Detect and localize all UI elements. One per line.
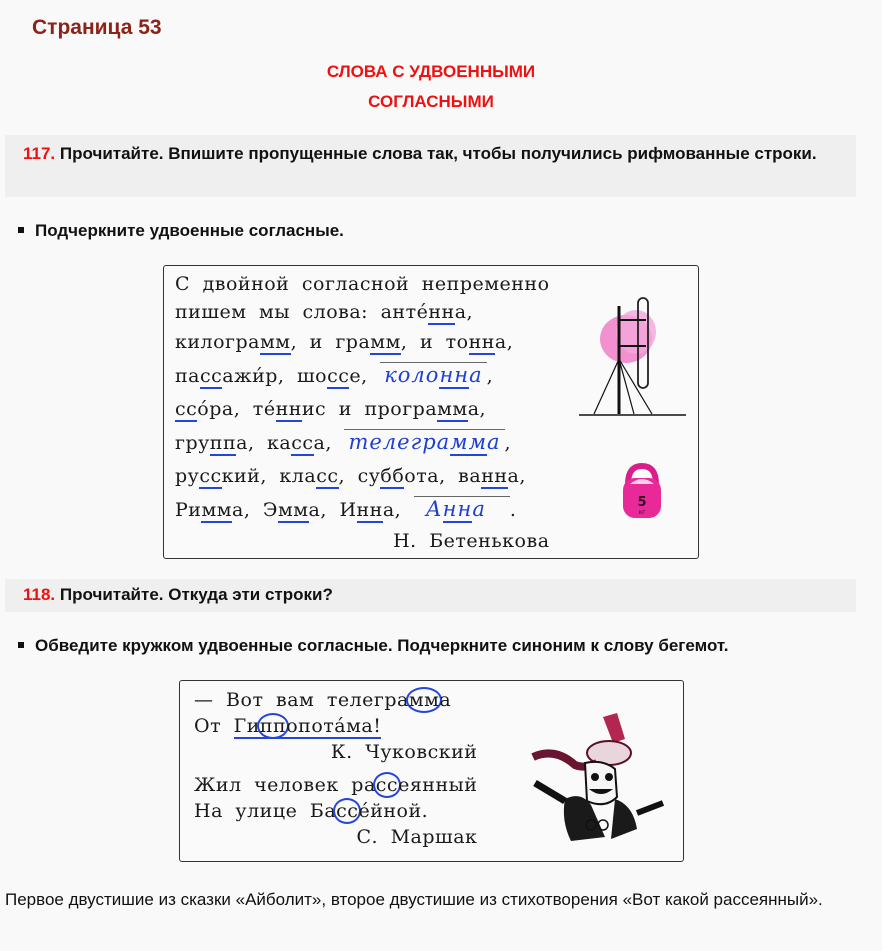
- poem-line: От Гиппопотáма!: [194, 715, 382, 737]
- poem-line: ссóра, те́ннис и программа,: [175, 398, 487, 420]
- section-title-line2: СОГЛАСНЫМИ: [368, 92, 494, 111]
- exercise-card-118: [179, 680, 684, 862]
- poem-author: С. Маршак: [356, 826, 478, 848]
- handwritten-answer: телеграмма: [344, 429, 504, 454]
- poem-118: [194, 687, 477, 850]
- section-title-line1: СЛОВА С УДВОЕННЫМИ: [326, 62, 536, 81]
- bullet-square-icon: [18, 642, 24, 648]
- poem-line: Римма, Эмма, Инна, Анна .: [175, 496, 517, 521]
- task-text: Прочитайте. Впишите пропущенные слова так, чтобы получились рифмованные строки.: [55, 144, 817, 163]
- task-number: 117.: [23, 144, 56, 163]
- task-117-instruction: [18, 221, 344, 241]
- exercise-card-117: [163, 265, 699, 559]
- instruction-text: Обведите кружком удвоенные согласные. Подчеркните синоним к слову бегемот.: [35, 636, 729, 655]
- svg-text:кг: кг: [638, 509, 646, 516]
- poem-117: [175, 270, 550, 555]
- page-title: Страница 53: [32, 16, 162, 39]
- poem-line: группа, касса, телеграмма ,: [175, 429, 512, 454]
- task-number: 118.: [23, 585, 56, 604]
- poem-author: К. Чуковский: [330, 741, 478, 763]
- weight-icon: [620, 462, 664, 520]
- poem-line: пассажи́р, шоссе, колонна ,: [175, 362, 494, 387]
- section-title: [0, 57, 862, 117]
- poem-line: Жил человек рассеянный: [194, 774, 478, 796]
- task-text: Прочитайте. Откуда эти строки?: [55, 585, 333, 604]
- poem-line: пишем мы слова: анте́нна,: [175, 301, 474, 323]
- task-117-header: [5, 135, 856, 197]
- handwritten-answer: Анна: [414, 496, 510, 521]
- bullet-square-icon: [18, 227, 24, 233]
- antenna-icon: [574, 284, 689, 426]
- poem-line: — Вот вам телеграмма: [194, 689, 452, 711]
- absent-minded-man-icon: [525, 709, 670, 849]
- poem-line: На улице Бассéйной.: [194, 800, 429, 822]
- task-118-header: [5, 579, 856, 612]
- poem-line: русский, класс, суббота, ванна,: [175, 465, 526, 487]
- task-118-instruction: [18, 636, 728, 656]
- poem-line: С двойной согласной непременно: [175, 273, 550, 295]
- instruction-text: Подчеркните удвоенные согласные.: [35, 221, 344, 240]
- handwritten-answer: колонна: [380, 362, 486, 387]
- poem-author: Н. Бетенькова: [393, 530, 550, 552]
- poem-line: килограмм, и грамм, и тонна,: [175, 331, 514, 353]
- svg-text:5: 5: [637, 495, 647, 510]
- answer-text: Первое двустишие из сказки «Айболит», второе двустишие из стихотворения «Вот какой рассеянный».: [5, 890, 823, 909]
